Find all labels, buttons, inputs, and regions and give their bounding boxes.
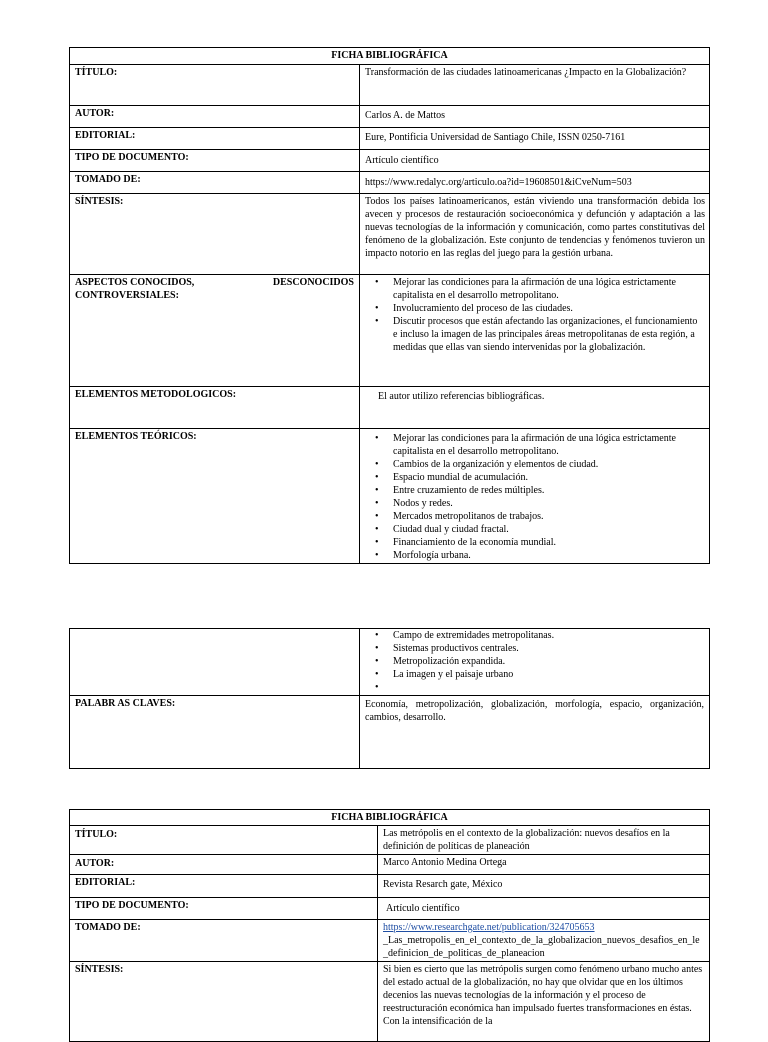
list-item: • Entre cruzamiento de redes múltiples. xyxy=(393,484,704,497)
sintesis-label: SÍNTESIS: xyxy=(70,962,378,1042)
list-item: • La imagen y el paisaje urbano xyxy=(393,668,704,681)
editorial-value: Eure, Pontificia Universidad de Santiago Chile, ISSN 0250-7161 xyxy=(360,128,710,150)
autor-label: AUTOR: xyxy=(70,855,378,875)
sintesis-value: Si bien es cierto que las metrópolis surgen como fenómeno urbano mucho antes del estado actual de la globalización, no hay que olvidar que en los últimos decenios las nuevas tecnologías de la información y el proceso de reestructuración económica han impulsado fuertes transformaciones en éstas. Con la intensificación de la xyxy=(378,962,710,1042)
aspectos-label xyxy=(70,275,360,387)
sintesis-value: Todos los países latinoamericanos, están viviendo una transformación debida los avecen y procesos de restauración socioeconómica y defunción y adaptación a las nuevas tecnologías de la información y comunicación, como partes constitutivas del fenómeno de la globalización. Este conjunto de tendencias y fenómenos tuvieron un impacto notorio en las reglas del juego para la gestión urbana. xyxy=(360,194,710,275)
ficha-header: FICHA BIBLIOGRÁFICA xyxy=(70,48,710,65)
ficha-header: FICHA BIBLIOGRÁFICA xyxy=(70,810,710,826)
aspectos-label-b: DESCONOCIDOS xyxy=(272,277,354,288)
tipo-label: TIPO DE DOCUMENTO: xyxy=(70,898,378,920)
autor-label: AUTOR: xyxy=(70,106,360,128)
editorial-value: Revista Resarch gate, México xyxy=(378,875,710,898)
tomado-value: https://www.redalyc.org/articulo.oa?id=19608501&iCveNum=503 xyxy=(360,172,710,194)
list-item: • Ciudad dual y ciudad fractal. xyxy=(393,523,704,536)
tomado-label: TOMADO DE: xyxy=(70,172,360,194)
empty-label-cell xyxy=(70,629,360,696)
list-item: • Cambios de la organización y elementos de ciudad. xyxy=(393,458,704,471)
list-item: • Involucramiento del proceso de las ciudades. xyxy=(393,302,704,315)
claves-value: Economía, metropolización, globalización, morfología, espacio, organización, cambios, desarrollo. xyxy=(360,696,710,769)
list-item: • Metropolización expandida. xyxy=(393,655,704,668)
aspectos-list xyxy=(365,276,704,354)
claves-label: PALABR AS CLAVES: xyxy=(70,696,360,769)
ficha-bibliografica-1-continuacion xyxy=(69,628,710,769)
titulo-label: TÍTULO: xyxy=(70,826,378,855)
list-item: • Financiamiento de la economía mundial. xyxy=(393,536,704,549)
ficha-bibliografica-1 xyxy=(69,47,710,564)
list-item: • Discutir procesos que están afectando las organizaciones, el funcionamiento e incluso la imagen de las principales áreas metropolitanas de esta región, a medidas que ellas van siendo intervenidas por la globalización. xyxy=(393,315,704,354)
teoricos-list xyxy=(365,432,704,562)
tipo-value: Artículo científico xyxy=(378,898,710,920)
tomado-label: TOMADO DE: xyxy=(70,920,378,962)
teoricos-value xyxy=(360,429,710,564)
researchgate-link[interactable]: https://www.researchgate.net/publication/324705653 xyxy=(383,922,595,933)
sintesis-label: SÍNTESIS: xyxy=(70,194,360,275)
teoricos-label: ELEMENTOS TEÓRICOS: xyxy=(70,429,360,564)
list-item xyxy=(393,681,704,694)
list-item: • Campo de extremidades metropolitanas. xyxy=(393,629,704,642)
aspectos-label-a: ASPECTOS CONOCIDOS, xyxy=(75,277,195,288)
titulo-value: Las metrópolis en el contexto de la globalización: nuevos desafíos en la definición de políticas de planeación xyxy=(378,826,710,855)
editorial-label: EDITORIAL: xyxy=(70,128,360,150)
autor-value: Carlos A. de Mattos xyxy=(360,106,710,128)
autor-value: Marco Antonio Medina Ortega xyxy=(378,855,710,875)
list-item: • Mejorar las condiciones para la afirmación de una lógica estrictamente capitalista en el desarrollo metropolitano. xyxy=(393,276,704,302)
list-item: • Espacio mundial de acumulación. xyxy=(393,471,704,484)
tipo-label: TIPO DE DOCUMENTO: xyxy=(70,150,360,172)
tomado-value xyxy=(378,920,710,962)
list-item: • Nodos y redes. xyxy=(393,497,704,510)
titulo-value: Transformación de las ciudades latinoamericanas ¿Impacto en la Globalización? xyxy=(360,65,710,106)
aspectos-label-c: CONTROVERSIALES: xyxy=(75,290,179,301)
metodologicos-label: ELEMENTOS METODOLOGICOS: xyxy=(70,387,360,429)
editorial-label: EDITORIAL: xyxy=(70,875,378,898)
titulo-label: TÍTULO: xyxy=(70,65,360,106)
metodologicos-value: El autor utilizo referencias bibliográficas. xyxy=(360,387,710,429)
list-item: • Mejorar las condiciones para la afirmación de una lógica estrictamente capitalista en el desarrollo metropolitano. xyxy=(393,432,704,458)
list-item: • Sistemas productivos centrales. xyxy=(393,642,704,655)
aspectos-value xyxy=(360,275,710,387)
teoricos-cont-value xyxy=(360,629,710,696)
list-item: • Mercados metropolitanos de trabajos. xyxy=(393,510,704,523)
list-item: • Morfología urbana. xyxy=(393,549,704,562)
teoricos-cont-list xyxy=(365,629,704,694)
tomado-rest: _Las_metropolis_en_el_contexto_de_la_globalizacion_nuevos_desafios_en_le_definicion_de_politicas_de_planeacion xyxy=(383,935,700,959)
tipo-value: Artículo científico xyxy=(360,150,710,172)
ficha-bibliografica-2 xyxy=(69,809,710,1042)
